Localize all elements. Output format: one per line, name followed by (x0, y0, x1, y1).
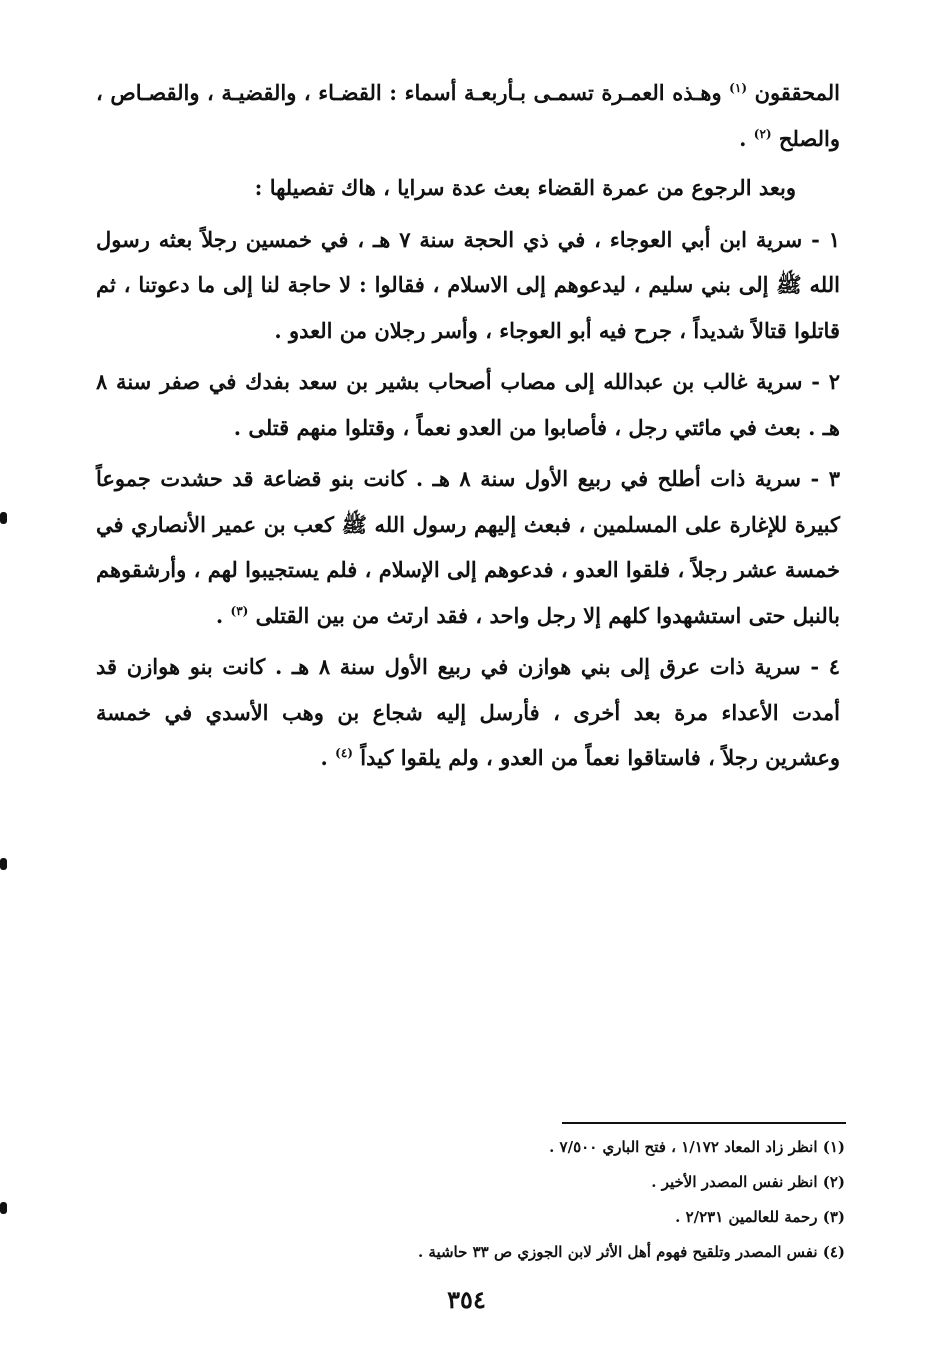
paragraph-text: وهـذه العمـرة تسمـى بـأربعـة أسماء : القضـاء ، والقضيـة ، والقصـاص ، والصلح (96, 80, 840, 151)
scan-edge-mark (0, 512, 7, 524)
intro-paragraph: وبعد الرجوع من عمرة القضاء بعث عدة سرايا ، هاك تفصيلها : (254, 175, 796, 200)
paragraph-tail: . (320, 745, 328, 770)
footnote-ref-2[interactable]: (٢) (753, 126, 772, 141)
footnote-ref-1[interactable]: (١) (729, 81, 747, 95)
footnotes (320, 1130, 845, 1270)
paragraph-tail: . (739, 125, 747, 151)
footnote-ref-4[interactable]: (٤) (335, 746, 353, 760)
paragraph-item-3 (96, 456, 840, 638)
footnote-ref-3[interactable]: (٣) (230, 603, 249, 618)
paragraph-item-4 (96, 644, 840, 781)
paragraph-text: ٤ - سرية ذات عرق إلى بني هوازن في ربيع الأول سنة ٨ هـ . كانت بنو هوازن قد أمدت الأعداء مرة بعد أخرى ، فأرسل إليه شجاع بن وهب الأسدي في خمسة وعشرين رجلاً ، فاستاقوا نعماً من العدو ، ولم يلقوا كيداً (96, 654, 840, 770)
main-text (96, 70, 840, 781)
footnote-divider (562, 1122, 846, 1124)
footnote-2: (٢) انظر نفس المصدر الأخير . (651, 1173, 845, 1191)
paragraph-item-2: ٢ - سرية غالب بن عبدالله إلى مصاب أصحاب بشير بن سعد بفدك في صفر سنة ٨ هـ . بعث في مائتي رجل ، فأصابوا من العدو نعماً ، وقتلوا منهم قتلى . (96, 369, 840, 440)
footnote-1: (١) انظر زاد المعاد ١/١٧٢ ، فتح الباري ٧/٥٠٠ . (549, 1138, 845, 1156)
paragraph-tail: . (215, 602, 224, 628)
paragraph-item-1: ١ - سرية ابن أبي العوجاء ، في ذي الحجة سنة ٧ هـ ، في خمسين رجلاً بعثه رسول الله ﷺ إلى بني سليم ، ليدعوهم إلى الاسلام ، فقالوا : لا حاجة لنا إلى ما دعوتنا ، ثم قاتلوا قتالاً شديداً ، جرح فيه أبو العوجاء ، وأسر رجلان من العدو . (96, 226, 840, 343)
footnote-3: (٣) رحمة للعالمين ٢/٢٣١ . (675, 1208, 845, 1226)
paragraph-text: ٣ - سرية ذات أطلح في ربيع الأول سنة ٨ هـ . كانت بنو قضاعة قد حشدت جموعاً كبيرة للإغارة على المسلمين ، فبعث إليهم رسول الله ﷺ كعب بن عمير الأنصاري في خمسة عشر رجلاً ، فلقوا العدو ، فدعوهم إلى الإسلام ، فلم يستجيبوا لهم ، وأرشقوهم بالنبل حتى استشهدوا كلهم إلا رجل واحد ، فقد ارتث من بين القتلى (96, 466, 840, 628)
paragraph-continuation (96, 70, 840, 161)
footnote-4: (٤) نفس المصدر وتلقيح فهوم أهل الأثر لابن الجوزي ص ٣٣ حاشية . (417, 1243, 845, 1261)
page-number: ٣٥٤ (447, 1285, 486, 1314)
paragraph-lead: المحققون (754, 80, 841, 105)
scan-edge-mark (0, 858, 7, 870)
scan-edge-mark (0, 1202, 7, 1214)
